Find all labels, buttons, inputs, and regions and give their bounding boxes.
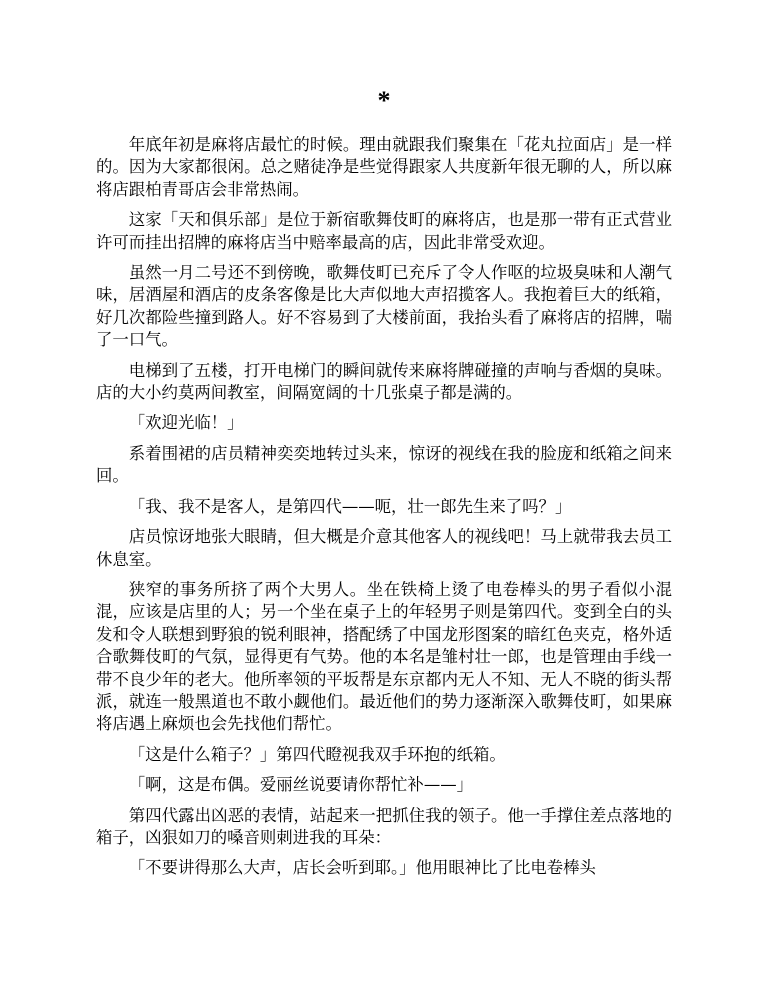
paragraph-grabs-collar: 第四代露出凶恶的表情，站起来一把抓住我的领子。他一手撑住差点落地的箱子，凶狠如刀的嗓音则刺进我的耳朵： bbox=[96, 805, 672, 847]
paragraph-clerk-turns: 系着围裙的店员精神奕奕地转过头来，惊讶的视线在我的脸庞和纸箱之间来回。 bbox=[96, 443, 672, 486]
paragraph-welcome-greeting: 「欢迎光临！」 bbox=[128, 413, 244, 433]
paragraph-staff-room: 店员惊讶地张大眼睛，但大概是介意其他客人的视线吧！马上就带我去员工休息室。 bbox=[96, 527, 672, 569]
paragraph-mahjong-busy-season: 年底年初是麻将店最忙的时候。理由就跟我们聚集在「花丸拉面店」是一样的。因为大家都很闲。总之赌徒净是些觉得跟家人共度新年很无聊的人，所以麻将店跟柏青哥店会非常热闹。 bbox=[96, 135, 672, 199]
scene-break-asterisk: * bbox=[377, 86, 391, 115]
paragraph-elevator-fifth-floor: 电梯到了五楼，打开电梯门的瞬间就传来麻将牌碰撞的声响与香烟的臭味。店的大小约莫两间教室，间隔宽阔的十几张桌子都是满的。 bbox=[96, 360, 672, 403]
paragraph-stuffed-toys: 「啊，这是布偶。爱丽丝说要请你帮忙补——」 bbox=[128, 775, 473, 795]
paragraph-tenho-club: 这家「天和俱乐部」是位于新宿歌舞伎町的麻将店，也是那一带有正式营业许可而挂出招牌的麻将店当中赔率最高的店，因此非常受欢迎。 bbox=[96, 210, 672, 252]
paragraph-what-box: 「这是什么箱子？」第四代瞪视我双手环抱的纸箱。 bbox=[128, 744, 506, 764]
book-page bbox=[96, 88, 672, 888]
paragraph-not-customer: 「我、我不是客人，是第四代——呃，壮一郎先生来了吗？」 bbox=[128, 496, 572, 516]
paragraph-dont-speak-loud: 「不要讲得那么大声，店长会听到耶。」他用眼神比了比电卷棒头 bbox=[128, 858, 596, 878]
paragraph-kabukicho-street: 虽然一月二号还不到傍晚，歌舞伎町已充斥了令人作呕的垃圾臭味和人潮气味，居酒屋和酒店的皮条客像是比大声似地大声招揽客人。我抱着巨大的纸箱，好几次都险些撞到路人。好不容易到了大楼前面，我抬头看了麻将店的招牌，喘了一口气。 bbox=[96, 263, 672, 350]
paragraph-fourth-generation-description: 狭窄的事务所挤了两个大男人。坐在铁椅上烫了电卷棒头的男子看似小混混，应该是店里的人；另一个坐在桌子上的年轻男子则是第四代。变到全白的头发和令人联想到野狼的锐利眼神，搭配绣了中国龙形图案的暗红色夹克，格外适合歌舞伎町的气氛，显得更有气势。他的本名是雏村壮一郎，也是管理由手线一带不良少年的老大。他所率领的平坂帮是东京都内无人不知、无人不晓的街头帮派，就连一般黑道也不敢小觑他们。最近他们的势力逐渐深入歌舞伎町，如果麻将店遇上麻烦也会先找他们帮忙。 bbox=[96, 579, 672, 734]
